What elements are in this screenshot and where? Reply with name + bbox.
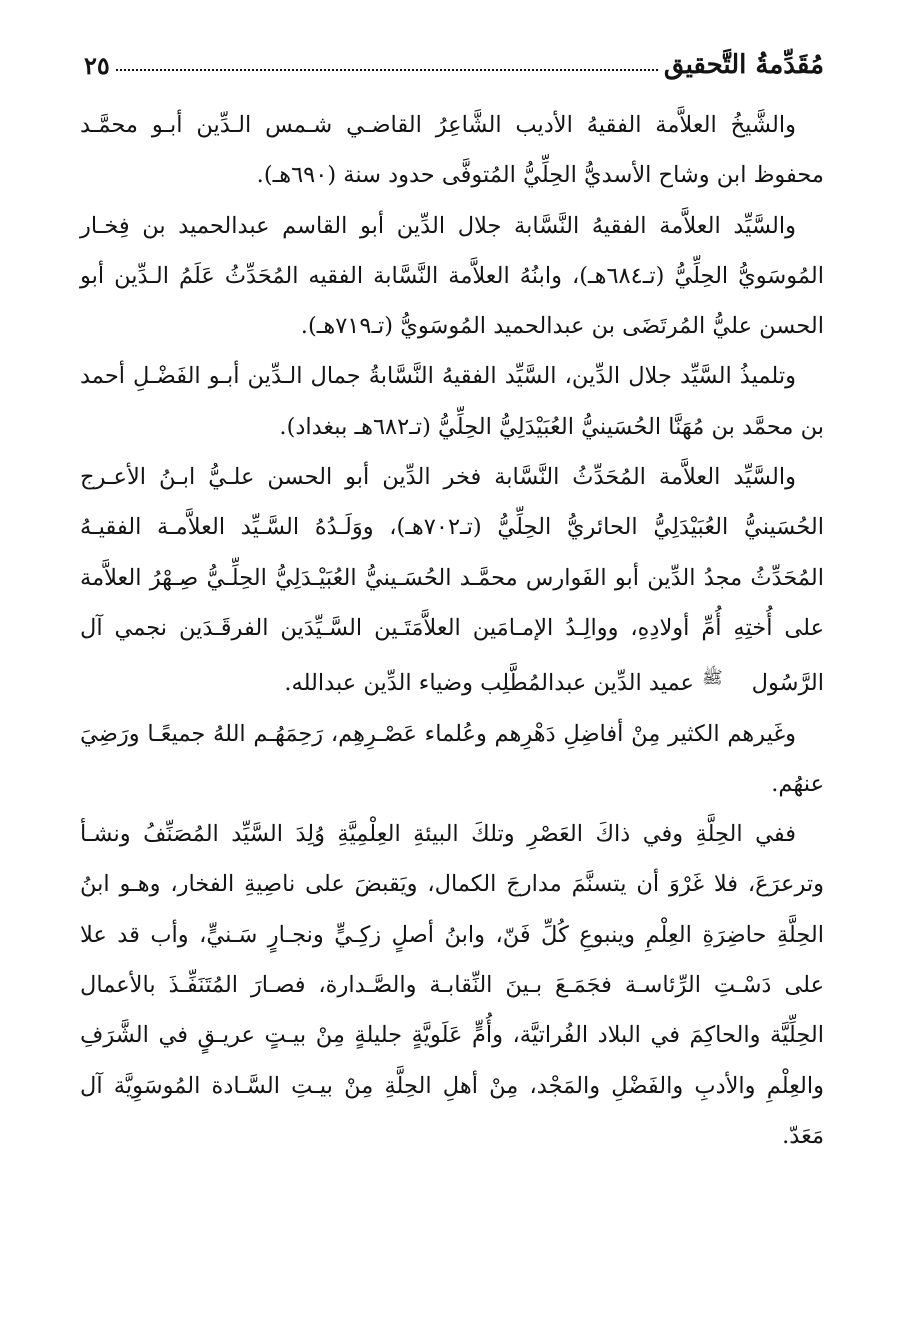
paragraph-3: وتلميذُ السَّيِّد جلال الدِّين، السَّيِّد الفقيهُ النَّسَّابةُ جمال الـدِّين أبـو الفَضْـلِ أحمد بن محمَّد بن مُهَنَّا الحُسَينيُّ العُبَيْدَلِيُّ الحِلِّيُّ (تـ٦٨٢هـ ببغداد). bbox=[80, 363, 824, 440]
paragraph-6: ففي الحِلَّةِ وفي ذاكَ العَصْرِ وتلكَ البيئةِ العِلْمِيَّةِ وُلِدَ السَّيِّد المُصَنِّفُ ونشـأ وترعرَعَ، فلا غَرْوَ أن يتسنَّمَ مدارجَ الكمال، ويَقبضَ على ناصِيةِ الفخار، وهـو ابنُ الحِلَّةِ حاضِرَةِ العِلْمِ وينبوعِ كُلِّ فَنّ، وابنُ أصلٍ زكِـيٍّ ونجـارٍ سَـنيٍّ، وأب قد علا على دَسْـتِ الرِّئاسـة فجَمَـعَ بـينَ النِّقابـة والصَّـدارة، فصـارَ المُتَنَفِّـذَ بالأعمال الحِلِّيَّة والحاكِمَ في البلاد الفُراتيَّة، وأُمٍّ عَلَويَّةٍ جليلةٍ مِنْ بيـتٍ عريـقٍ في الشَّرَفِ والعِلْمِ والأدبِ والفَضْلِ والمَجْد، مِنْ أهلِ الحِلَّةِ مِنْ بيـتِ السَّـادة المُوسَوِيَّة آل مَعَدّ. bbox=[80, 821, 824, 1149]
running-header bbox=[84, 38, 824, 78]
paragraph-4 bbox=[80, 452, 824, 708]
paragraph-5: وغَيرهم الكثير مِنْ أفاضِلِ دَهْرِهم وعُلماء عَصْـرِهِم، رَحِمَهُـم اللهُ جميعًـا ورَضِيَ عنهُم. bbox=[80, 720, 824, 797]
paragraph-4-tail: عميد الدِّين عبدالمُطَّلِب وضياء الدِّين عبدالله. bbox=[284, 670, 694, 697]
dotted-leader bbox=[116, 69, 658, 71]
honorific-symbol-icon: ﷺ bbox=[702, 668, 723, 689]
page-number: ٢٥ bbox=[84, 51, 110, 80]
main-text bbox=[80, 100, 824, 1161]
paragraph-4-text: والسَّيِّد العلاَّمة المُحَدِّثُ النَّسَّابة فخر الدِّين أبو الحسن علـيُّ ابـنُ الأعـرج الحُسَينيُّ العُبَيْدَلِيُّ الحائريُّ الحِلِّيُّ (تـ٧٠٢هـ)، ووَلَـدُهُ السَّـيِّد العلاَّمـة الفقيـهُ المُحَدِّثُ مجدُ الدِّين أبو الفَوارس محمَّـد الحُسَـينيُّ العُبَيْـدَلِيُّ الحِلِّـيُّ صِـهْرُ العلاَّمة على أُختِهِ أُمِّ أولادِهِ، ووالِـدُ الإمـامَين العلاَّمَتَـين السَّـيِّدَين الفرقَـدَين نجمي آل الرَّسُول bbox=[80, 464, 824, 697]
running-header-title: مُقَدِّمةُ التَّحقيق bbox=[663, 50, 824, 80]
paragraph-2: والسَّيِّد العلاَّمة الفقيهُ النَّسَّابة جلال الدِّين أبو القاسم عبدالحميد بن فِخـار المُوسَويُّ الحِلِّيُّ (تـ٦٨٤هـ)، وابنُهُ العلاَّمة النَّسَّابة الفقيه المُحَدِّثُ عَلَمُ الـدِّين أبو الحسن عليُّ المُرتَضَى بن عبدالحميد المُوسَويُّ (تـ٧١٩هـ). bbox=[80, 212, 824, 340]
paragraph-1: والشَّيخُ العلاَّمة الفقيهُ الأديب الشَّاعِرُ القاضـي شـمس الـدِّين أبـو محمَّـد محفوظ ابن وشاح الأسديُّ الحِلِّيُّ المُتوفَّى حدود سنة (٦٩٠هـ). bbox=[80, 112, 824, 189]
